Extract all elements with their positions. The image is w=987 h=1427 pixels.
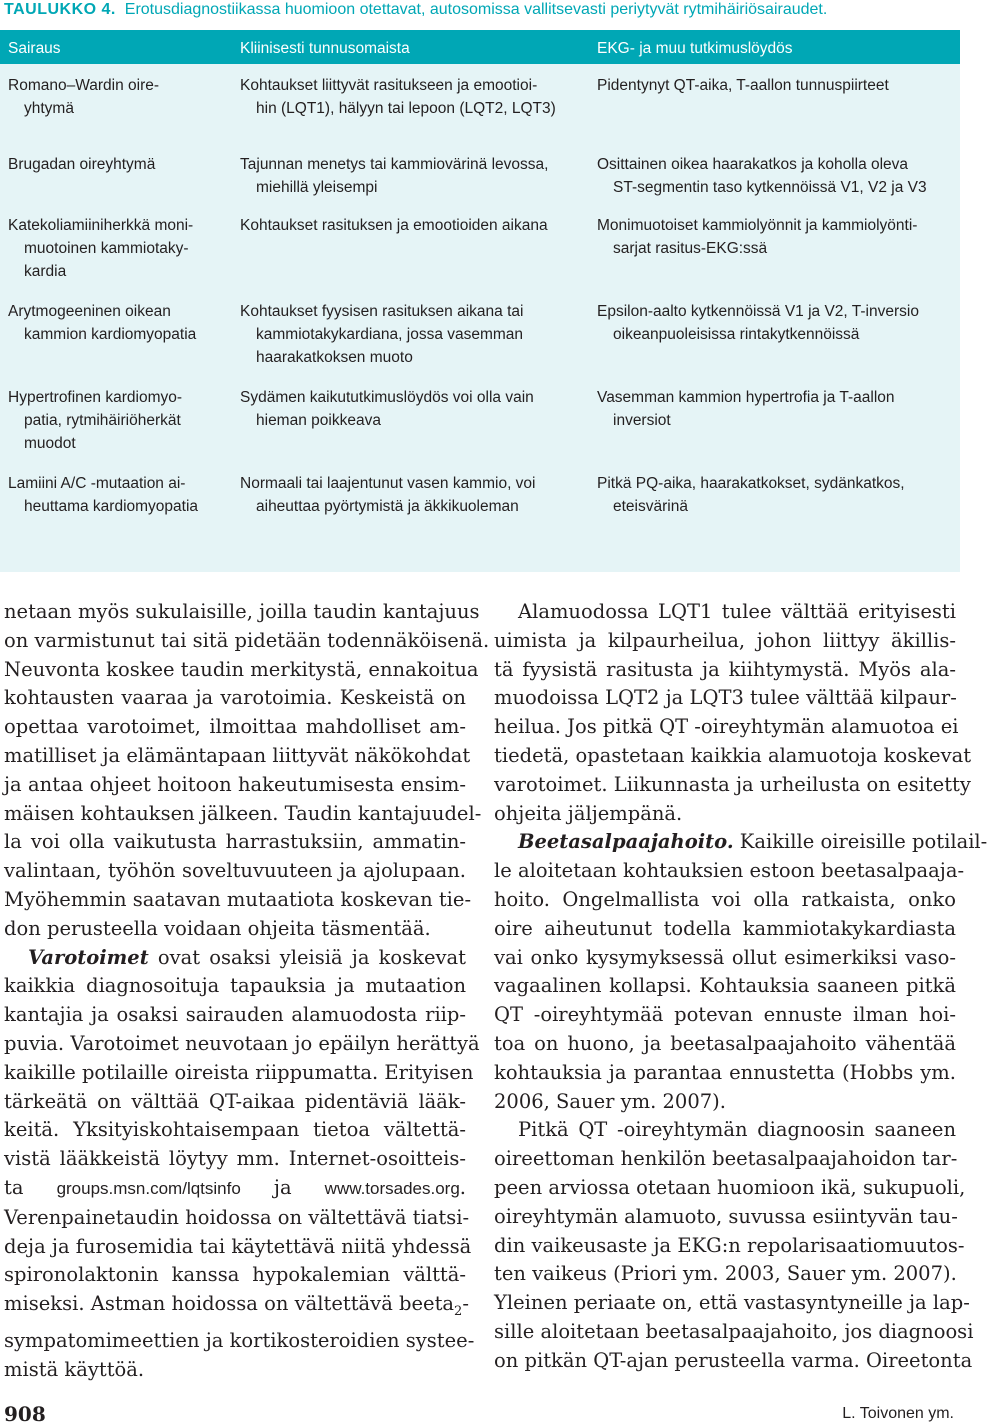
cell-line: yhtymä <box>24 100 74 117</box>
ecg-cell <box>597 214 957 260</box>
text-line: la voi olla vaikutusta harrastuksiin, ammatin- <box>4 830 466 854</box>
varotoimet-term: Varotoimet <box>28 945 149 969</box>
ecg-cell <box>597 472 957 518</box>
cell-line: Hypertrofinen kardiomyo- <box>8 389 183 406</box>
cell-line: Kohtaukset liittyvät rasitukseen ja emootioi- <box>240 77 538 94</box>
text-line: sympatomimeettien ja kortikosteroidien systee- <box>4 1328 475 1352</box>
cell-line: sarjat rasitus-EKG:ssä <box>613 240 768 257</box>
cell-line: kammiotakykardiana, jossa vasemman <box>256 326 524 343</box>
text-line: din vaikeusaste ja EKG:n repolarisaatiomuutos- <box>494 1233 965 1257</box>
right-paragraph-1 <box>494 598 972 828</box>
clinical-cell <box>240 214 585 237</box>
cell-line: Arytmogeeninen oikean <box>8 303 171 320</box>
text-line: oireettoman henkilön beetasalpaajahoidon tar- <box>494 1147 958 1171</box>
cell-line: hieman poikkeava <box>256 412 381 429</box>
cell-line: eteisvärinä <box>613 498 688 515</box>
cell-line: Romano–Wardin oire- <box>8 77 160 94</box>
disease-cell <box>8 214 230 283</box>
url-mid: ja <box>240 1175 325 1199</box>
cell-line: Katekoliamiiniherkkä moni- <box>8 217 194 234</box>
url-post: . <box>459 1175 466 1199</box>
text-line: kaikkia diagnosoituja tapauksia ja mutaation <box>4 974 466 998</box>
text-line: tärkeätä on välttää QT-aikaa pidentäviä lääk- <box>4 1089 466 1113</box>
text-line: deja ja furosemidia tai käytettävä niitä yhdessä <box>4 1234 472 1258</box>
table-title: Erotusdiagnostiikassa huomioon otettavat, autosomissa vallitsevasti periytyvät rytmihäiriösairaudet. <box>124 1 828 18</box>
cell-line: oikeanpuoleisissa rintakytkennöissä <box>613 326 860 343</box>
cell-line: Monimuotoiset kammiolyönnit ja kammiolyönti- <box>597 217 918 234</box>
ecg-cell <box>597 74 957 97</box>
clinical-cell <box>240 153 585 199</box>
cell-line: hin (LQT1), hälyyn tai lepoon (LQT2, LQT3) <box>256 100 556 117</box>
text-line: heilua. Jos pitkä QT -oireyhtymän alamuotoa ei <box>494 715 959 739</box>
text-line: Yleinen periaate on, että vastasyntyneille ja lap- <box>494 1291 970 1315</box>
text-line: opettaa varotoimet, ilmoittaa mahdolliset am- <box>4 715 466 739</box>
link-torsades[interactable]: www.torsades.org <box>324 1178 460 1198</box>
text-line: peen arviossa otetaan huomioon ikä, sukupuoli, <box>494 1175 966 1199</box>
text-line: oire aiheutunut todella kammiotakykardiasta <box>494 916 956 940</box>
text-line: tiedetä, opastetaan kaikkia alamuotoja koskevat <box>494 743 972 767</box>
cell-line: Vasemman kammion hypertrofia ja T-aallon <box>597 389 895 406</box>
table-caption <box>4 0 956 20</box>
text-line: Pitkä QT -oireyhtymän diagnoosin saaneen <box>518 1118 956 1142</box>
cell-line: Osittainen oikea haarakatkos ja koholla oleva <box>597 156 909 173</box>
table-label: TAULUKKO 4. <box>4 1 116 18</box>
cell-line: kardia <box>24 263 67 280</box>
link-groups-msn[interactable]: groups.msn.com/lqtsinfo <box>56 1178 241 1198</box>
cell-line: muodot <box>24 435 76 452</box>
disease-cell <box>8 386 230 455</box>
text-line: le aloitetaan kohtauksien estoon beetasalpaaja- <box>494 859 965 883</box>
cell-line: muotoinen kammiotaky- <box>24 240 189 257</box>
text-line: ohjeita jäljempänä. <box>494 801 683 825</box>
disease-cell <box>8 153 230 176</box>
cell-line: Epsilon-aalto kytkennöissä V1 ja V2, T-inversio <box>597 303 919 320</box>
text-line: keitä. Yksityiskohtaisempaan tietoa vältettä- <box>4 1118 466 1142</box>
text-line: vai onko kysymyksessä ollut esimerkiksi vaso- <box>494 945 956 969</box>
text-line: kantajia ja osaksi sairauden alamuodosta riip- <box>4 1003 466 1027</box>
text-line: on pitkän QT-ajan perusteella varma. Oireetonta <box>494 1348 973 1372</box>
table-body <box>0 64 960 572</box>
text-line: ten vaikeus (Priori ym. 2003, Sauer ym. 2007). <box>494 1262 957 1286</box>
clinical-cell <box>240 472 585 518</box>
text-line: kohtauksia ja parantaa ennustetta (Hobbs ym. <box>494 1060 956 1084</box>
ecg-cell <box>597 386 957 432</box>
text-line: valintaan, työhön soveltuvuuteen ja ajolupaan. <box>4 859 466 883</box>
left-paragraph-2 <box>4 944 480 1385</box>
text-line: Verenpainetaudin hoidossa on vältettävä tiatsi- <box>4 1205 470 1229</box>
beetasalpaajahoito-term: Beetasalpaajahoito. <box>518 830 734 854</box>
text-line: matilliset ja elämäntapaan liittyvät näkökohdat <box>4 743 471 767</box>
beta-line-text: miseksi. Astman hoidossa on vältettävä beeta <box>4 1292 455 1316</box>
diagnosis-table <box>0 30 960 572</box>
table-header <box>0 30 960 64</box>
left-text-column <box>4 598 490 1384</box>
cell-line: inversiot <box>613 412 671 429</box>
header-clinical: Kliinisesti tunnusomaista <box>240 40 410 57</box>
left-paragraph-1 <box>4 598 490 944</box>
clinical-cell <box>240 74 585 120</box>
beta-subscript: 2 <box>454 1304 463 1320</box>
beta-hyphen: - <box>462 1292 469 1316</box>
text-line: ja antaa ohjeet hoitoon hakeutumisesta ensim- <box>4 772 466 796</box>
ecg-cell <box>597 300 957 346</box>
clinical-cell <box>240 386 585 432</box>
right-p2-first-line: Kaikille oireisille potilail- <box>733 830 987 854</box>
text-line: don perusteella voidaan ohjeita täsmentää. <box>4 916 431 940</box>
cell-line: Pitkä PQ-aika, haarakatkokset, sydänkatkos, <box>597 475 905 492</box>
cell-line: heuttama kardiomyopatia <box>24 498 199 515</box>
right-paragraph-3 <box>494 1116 974 1375</box>
cell-line: ST-segmentin taso kytkennöissä V1, V2 ja V3 <box>613 179 927 196</box>
header-ecg: EKG- ja muu tutkimuslöydös <box>597 40 793 57</box>
cell-line: Sydämen kaikututkimuslöydös voi olla vain <box>240 389 534 406</box>
text-line: oireyhtymän alamuoto, suvussa esiintyvän tau- <box>494 1204 958 1228</box>
url-prefix: ta <box>4 1175 57 1199</box>
cell-line: Normaali tai laajentunut vasen kammio, voi <box>240 475 536 492</box>
running-author: L. Toivonen ym. <box>842 1405 954 1422</box>
text-line: hoito. Ongelmallista voi olla ratkaista, onko <box>494 887 956 911</box>
text-line: sille aloitetaan beetasalpaajahoito, jos diagnoosi <box>494 1319 974 1343</box>
text-line: spironolaktonin kanssa hypokalemian välttä- <box>4 1263 466 1287</box>
cell-line: Kohtaukset fyysisen rasituksen aikana tai <box>240 303 524 320</box>
ecg-cell <box>597 153 957 199</box>
right-paragraph-2 <box>494 828 987 1116</box>
left-p2-first-line: ovat osaksi yleisiä ja koskevat <box>148 945 466 969</box>
cell-line: patia, rytmihäiriöherkät <box>24 412 181 429</box>
text-line: vistä lääkkeistä löytyy mm. Internet-osoitteis- <box>4 1147 466 1171</box>
text-line: Alamuodossa LQT1 tulee välttää erityisesti <box>518 600 956 623</box>
text-line: 2006, Sauer ym. 2007). <box>494 1089 726 1113</box>
cell-line: Lamiini A/C -mutaation ai- <box>8 475 186 492</box>
text-line: netaan myös sukulaisille, joilla taudin kantajuus <box>4 600 480 623</box>
cell-line: aiheuttaa pyörtymistä ja äkkikuoleman <box>256 498 519 515</box>
text-line: Neuvonta koskee taudin merkitystä, ennakoitua <box>4 657 479 681</box>
cell-line: haarakatkoksen muoto <box>256 349 413 366</box>
text-line: kaikille potilaille oireista riippumatta. Erityisen <box>4 1060 474 1084</box>
text-line: mäisen kohtauksen jälkeen. Taudin kantajuudel- <box>4 801 482 825</box>
text-line: varotoimet. Liikunnasta ja urheilusta on esitetty <box>494 772 971 796</box>
cell-line: Brugadan oireyhtymä <box>8 156 156 173</box>
cell-line: Tajunnan menetys tai kammiovärinä levossa, <box>240 156 549 173</box>
right-text-column <box>494 598 987 1376</box>
text-line: kohtausten vaaraa ja varotoimia. Keskeistä on <box>4 686 466 710</box>
disease-cell <box>8 472 230 518</box>
text-line: tä fyysistä rasitusta ja kiihtymystä. Myös ala- <box>494 657 956 681</box>
cell-line: Kohtaukset rasituksen ja emootioiden aikana <box>240 217 548 234</box>
text-line: uimista ja kilpaurheilua, johon liittyy äkillis- <box>494 628 956 652</box>
text-line: vagaalinen kollapsi. Kohtauksia saaneen pitkä <box>494 974 956 998</box>
text-line: on varmistunut tai sitä pidetään todennäköisenä. <box>4 628 490 652</box>
page-number: 908 <box>4 1402 46 1426</box>
cell-line: miehillä yleisempi <box>256 179 378 196</box>
text-line: toa on huono, ja beetasalpaajahoito vähentää <box>494 1031 956 1055</box>
text-line: muodoissa LQT2 ja LQT3 tulee välttää kilpaur- <box>494 686 957 710</box>
cell-line: kammion kardiomyopatia <box>24 326 197 343</box>
text-line: puvia. Varotoimet neuvotaan jo epäilyn herättyä <box>4 1031 480 1055</box>
text-line: QT -oireyhtymää potevan ennuste ilman hoi- <box>494 1003 956 1027</box>
clinical-cell <box>240 300 585 369</box>
text-line: Myöhemmin saatavan mutaatiota koskevan tie- <box>4 887 472 911</box>
header-disease: Sairaus <box>8 40 61 57</box>
disease-cell <box>8 300 230 346</box>
disease-cell <box>8 74 230 120</box>
text-line: mistä käyttöä. <box>4 1357 145 1381</box>
cell-line: Pidentynyt QT-aika, T-aallon tunnuspiirteet <box>597 77 889 94</box>
